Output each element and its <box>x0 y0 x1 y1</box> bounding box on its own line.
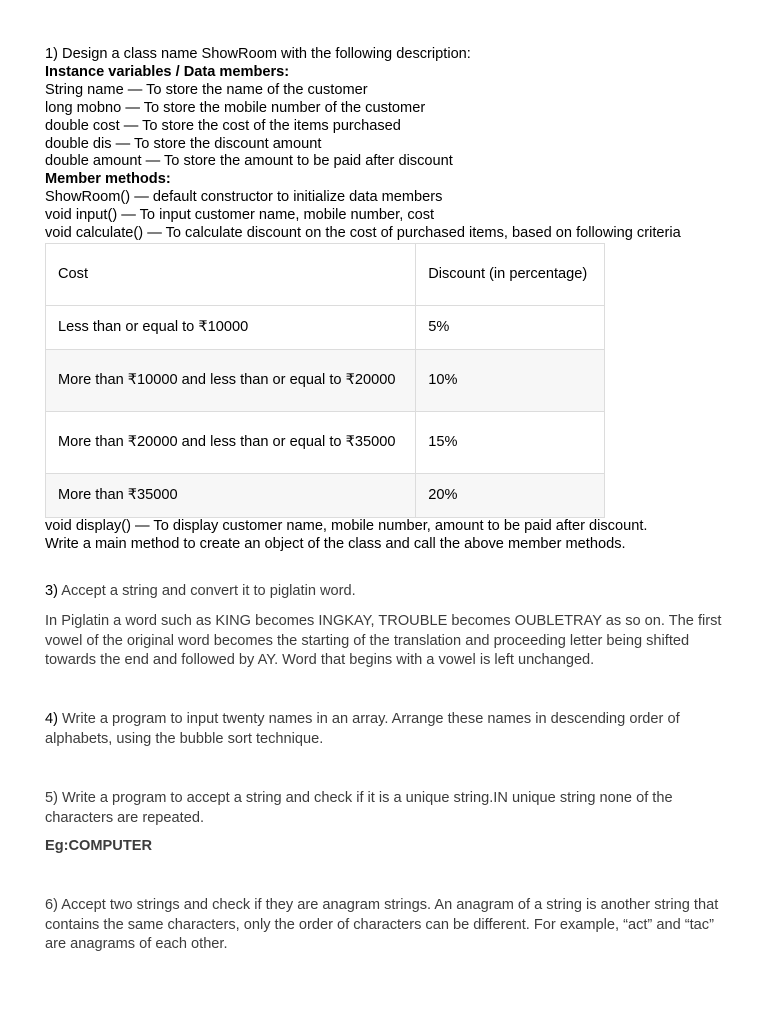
table-row <box>46 305 605 349</box>
table-cell-cost: More than ₹20000 and less than or equal to ₹35000 <box>46 411 416 473</box>
table-header-row <box>46 243 605 305</box>
member-line: double dis — To store the discount amount <box>45 135 322 152</box>
instance-variables-heading: Instance variables / Data members: <box>45 63 290 80</box>
table-header-discount: Discount (in percentage) <box>416 243 605 305</box>
method-line: ShowRoom() — default constructor to initialize data members <box>45 189 443 206</box>
discount-table <box>45 243 605 518</box>
question-5-example: Eg:COMPUTER <box>45 838 153 854</box>
table-row <box>46 349 605 411</box>
q4-text: Write a program to input twenty names in an array. Arrange these names in descending order of alphabets, using the bubble sort technique. <box>45 711 680 747</box>
table-cell-discount: 10% <box>416 349 605 411</box>
table-header-cost: Cost <box>46 243 416 305</box>
q3-title-text: Accept a string and convert it to piglatin word. <box>57 583 356 599</box>
table-cell-cost: More than ₹10000 and less than or equal to ₹20000 <box>46 349 416 411</box>
member-line: long mobno — To store the mobile number of the customer <box>45 99 426 116</box>
question-5: 5) Write a program to accept a string and check if it is a unique string.IN unique string none of the characters are repeated. <box>45 790 673 826</box>
question-4 <box>45 710 735 749</box>
table-cell-cost: Less than or equal to ₹10000 <box>46 305 416 349</box>
method-line: void calculate() — To calculate discount on the cost of purchased items, based on following criteria <box>45 225 681 242</box>
question-3-body: In Piglatin a word such as KING becomes INGKAY, TROUBLE becomes OUBLETRAY as so on. The first vowel of the original word becomes the starting of the translation and proceeding letter being shifted towards the end and followed by AY. Word that begins with a vowel is left unchanged. <box>45 613 722 669</box>
q1-intro: 1) Design a class name ShowRoom with the following description: <box>45 46 471 62</box>
table-cell-discount: 5% <box>416 305 605 349</box>
display-method-line: void display() — To display customer name, mobile number, amount to be paid after discount. <box>45 517 648 534</box>
q3-number: 3) <box>45 583 58 599</box>
question-6: 6) Accept two strings and check if they are anagram strings. An anagram of a string is another string that contains the same characters, only the order of characters can be different. For example, “act” and “tac” are anagrams of each other. <box>45 897 719 953</box>
question-1 <box>45 46 745 554</box>
member-line: double amount — To store the amount to be paid after discount <box>45 153 453 170</box>
table-cell-cost: More than ₹35000 <box>46 473 416 517</box>
main-method-line: Write a main method to create an object of the class and call the above member methods. <box>45 535 626 552</box>
member-line: double cost — To store the cost of the items purchased <box>45 117 401 134</box>
table-row <box>46 473 605 517</box>
q4-number: 4) <box>45 711 58 727</box>
table-cell-discount: 15% <box>416 411 605 473</box>
member-line: String name — To store the name of the customer <box>45 81 368 98</box>
member-methods-heading: Member methods: <box>45 171 171 188</box>
method-line: void input() — To input customer name, mobile number, cost <box>45 207 435 224</box>
table-cell-discount: 20% <box>416 473 605 517</box>
question-3-title <box>45 582 735 602</box>
table-row <box>46 411 605 473</box>
